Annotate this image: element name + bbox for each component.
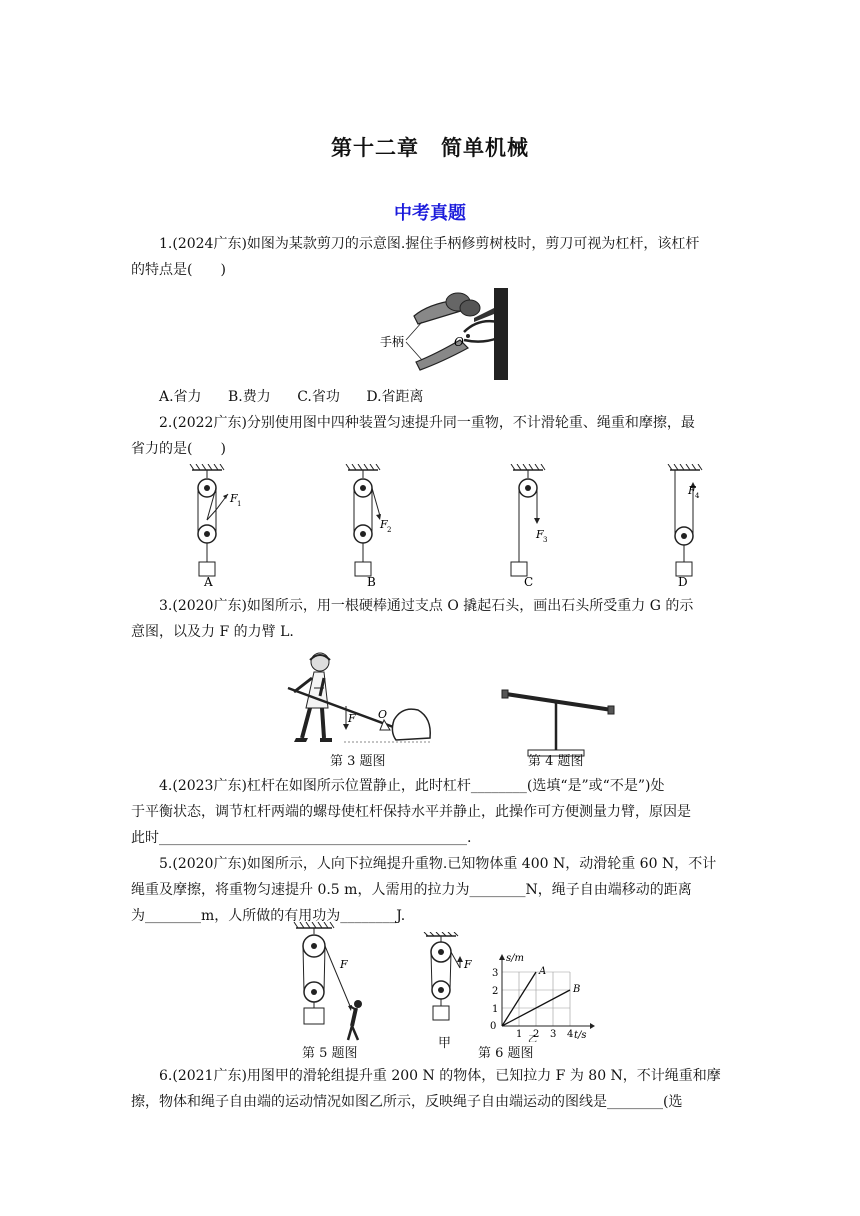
q4-line3: 此时____________________________________________. xyxy=(131,830,472,846)
lever-rock-figure xyxy=(284,648,434,748)
q5-line3: 为________m，人所做的有用功为________J. xyxy=(131,908,406,924)
q1-options xyxy=(159,384,446,410)
q6-st-chart xyxy=(484,952,596,1042)
q6-jia-figure xyxy=(420,932,480,1032)
tree-branch xyxy=(494,288,508,380)
q1-option-a[interactable]: A.省力 xyxy=(159,389,202,405)
x-axis-label: t/s xyxy=(574,1030,587,1041)
q1-line1: 1.(2024广东)如图为某款剪刀的示意图.握住手柄修剪树枝时，剪刀可视为杠杆，该杠杆 xyxy=(159,236,700,252)
svg-text:2: 2 xyxy=(387,526,392,534)
svg-text:3: 3 xyxy=(543,536,548,544)
handle-label: 手柄 xyxy=(380,335,405,349)
q5-weight xyxy=(304,1008,324,1024)
device-d-label: D xyxy=(678,575,688,589)
series-label-b: B xyxy=(573,984,581,995)
y-axis-label: s/m xyxy=(506,953,524,964)
q4-line1: 4.(2023广东)杠杆在如图所示位置静止，此时杠杆________(选填“是”或“不是”)处 xyxy=(159,778,665,794)
y-tick-label: 1 xyxy=(492,1004,499,1015)
device-d xyxy=(668,464,702,589)
q5-pulley-figure xyxy=(292,922,388,1042)
chart-grid xyxy=(502,972,570,1026)
device-b-label: B xyxy=(367,575,376,589)
device-c xyxy=(511,464,547,589)
q6-jia-label: 甲 xyxy=(438,1036,452,1051)
x-tick-label: 4 xyxy=(567,1029,574,1040)
scissors-figure xyxy=(378,288,518,380)
device-b-force-label: F xyxy=(380,518,388,531)
y-tick-label: 3 xyxy=(492,968,499,979)
q5-force-label: F xyxy=(340,958,348,971)
device-a-force-label: F xyxy=(230,492,238,505)
q6-weight xyxy=(433,1006,449,1020)
rock xyxy=(392,709,430,740)
pulley-devices-figure xyxy=(180,464,720,590)
section-title: 中考真题 xyxy=(394,203,466,224)
q5-line2: 绳重及摩擦，将重物匀速提升 0.5 m，人需用的拉力为________N，绳子自由端移动的距离 xyxy=(131,882,692,898)
q6-line2: 擦，物体和绳子自由端的运动情况如图乙所示，反映绳子自由端运动的图线是________(选 xyxy=(131,1094,683,1110)
person-head xyxy=(354,1000,362,1008)
q3-line1: 3.(2020广东)如图所示，用一根硬棒通过支点 O 撬起石头，画出石头所受重力 G 的示 xyxy=(159,598,694,614)
q6-force-label: F xyxy=(464,958,472,971)
q6-figure-caption: 第 6 题图 xyxy=(478,1046,534,1061)
q3-pivot-label: O xyxy=(378,708,388,721)
question-3 xyxy=(131,593,731,645)
x-tick-label: 2 xyxy=(533,1029,540,1040)
svg-text:4: 4 xyxy=(695,492,700,500)
q2-line1: 2.(2022广东)分别使用图中四种装置匀速提升同一重物，不计滑轮重、绳重和摩擦，最 xyxy=(159,415,695,431)
q3-figure-caption: 第 3 题图 xyxy=(330,754,386,769)
q1-option-b[interactable]: B.费力 xyxy=(228,389,271,405)
q5-line1: 5.(2020广东)如图所示，人向下拉绳提升重物.已知物体重 400 N，动滑轮重 60 N，不计 xyxy=(159,856,717,872)
question-4 xyxy=(131,773,731,851)
yi-label: 乙 xyxy=(528,1035,538,1042)
q1-option-d[interactable]: D.省距离 xyxy=(366,389,424,405)
question-2 xyxy=(131,410,731,462)
tilted-lever xyxy=(506,694,612,710)
q5-figure-caption: 第 5 题图 xyxy=(302,1046,358,1061)
device-c-force-label: F xyxy=(536,528,544,541)
q3-force-label: F xyxy=(348,712,356,725)
device-a-label: A xyxy=(204,575,213,589)
question-1 xyxy=(131,231,731,283)
pivot-label: O xyxy=(454,335,464,349)
x-tick-label: 0 xyxy=(490,1021,497,1032)
svg-text:1: 1 xyxy=(237,500,242,508)
x-tick-label: 3 xyxy=(550,1029,557,1040)
q1-line2: 的特点是( ) xyxy=(131,262,226,278)
device-c-label: C xyxy=(524,575,534,589)
y-tick-label: 2 xyxy=(492,986,499,997)
q2-line2: 省力的是( ) xyxy=(131,441,226,457)
question-5 xyxy=(131,851,731,929)
question-6 xyxy=(131,1063,731,1115)
series-label-a: A xyxy=(539,966,547,977)
q4-line2: 于平衡状态，调节杠杆两端的螺母使杠杆保持水平并静止，此操作可方便测量力臂，原因是 xyxy=(131,804,691,820)
balance-lever-figure xyxy=(500,686,620,758)
device-a xyxy=(190,464,241,589)
q1-option-c[interactable]: C.省功 xyxy=(297,389,340,405)
device-d-force-label: F xyxy=(688,484,696,497)
q4-figure-caption: 第 4 题图 xyxy=(528,754,584,769)
x-tick-label: 1 xyxy=(516,1029,523,1040)
q6-line1: 6.(2021广东)用图甲的滑轮组提升重 200 N 的物体，已知拉力 F 为 80 N，不计绳重和摩 xyxy=(159,1068,721,1084)
q3-line2: 意图，以及力 F 的力臂 L. xyxy=(131,624,294,640)
chapter-title: 第十二章 简单机械 xyxy=(331,136,529,160)
device-b xyxy=(346,464,391,589)
